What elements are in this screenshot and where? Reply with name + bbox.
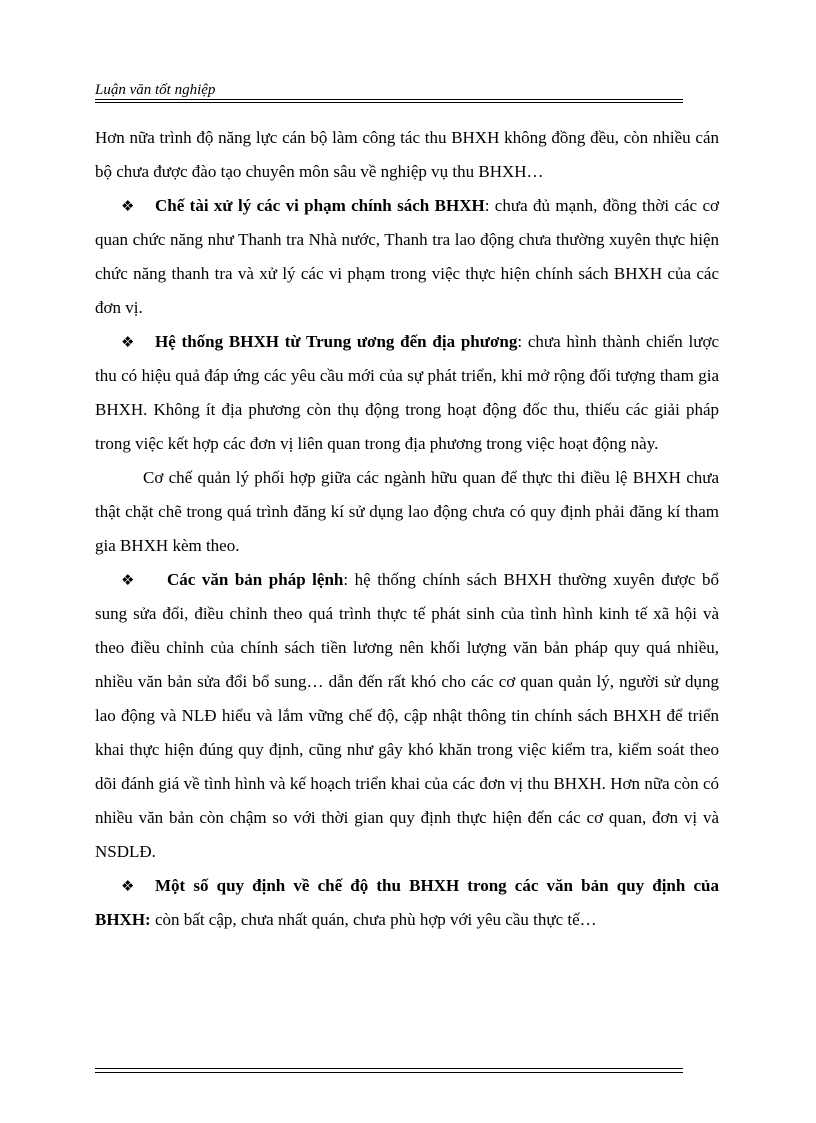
- page-footer: [95, 1068, 683, 1076]
- header-rule-top: [95, 99, 683, 100]
- paragraph-6-text: còn bất cập, chưa nhất quán, chưa phù hợp với yêu cầu thực tế…: [150, 910, 597, 929]
- document-body: [95, 121, 719, 937]
- paragraph-4-text: Cơ chế quản lý phối hợp giữa các ngành hữu quan để thực thi điều lệ BHXH chưa thật chặt chẽ trong quá trình đăng kí sử dụng lao động chưa có quy định phải đăng kí tham gia BHXH kèm theo.: [95, 468, 719, 555]
- paragraph-3: [95, 325, 719, 461]
- page-header: [95, 80, 683, 102]
- header-rule-bottom: [95, 102, 683, 103]
- paragraph-5-heading: Các văn bản pháp lệnh: [167, 570, 344, 589]
- paragraph-2-heading: Chế tài xử lý các vi phạm chính sách BHXH: [155, 196, 485, 215]
- paragraph-6-heading: Một số quy định về chế độ thu BHXH trong các văn bản quy định của BHXH:: [95, 876, 719, 929]
- paragraph-1-text: Hơn nữa trình độ năng lực cán bộ làm công tác thu BHXH không đồng đều, còn nhiều cán bộ chưa được đào tạo chuyên môn sâu về nghiệp vụ thu BHXH…: [95, 128, 719, 181]
- paragraph-2-text: : chưa đủ mạnh, đồng thời các cơ quan chức năng như Thanh tra Nhà nước, Thanh tra lao động chưa thường xuyên thực hiện chức năng thanh tra và xử lý các vi phạm trong việc thực hiện chính sách BHXH của các đơn vị.: [95, 196, 720, 317]
- diamond-bullet-icon: ❖: [121, 571, 135, 589]
- paragraph-3-text: : chưa hình thành chiến lược thu có hiệu quả đáp ứng các yêu cầu mới của sự phát triển, khi mở rộng đối tượng tham gia BHXH. Không ít địa phương còn thụ động trong hoạt động đốc thu, thiếu các giải pháp trong việc kết hợp các đơn vị liên quan trong địa phương trong việc hoạt động này.: [95, 332, 720, 453]
- paragraph-4: [95, 461, 719, 563]
- paragraph-5-text: : hệ thống chính sách BHXH thường xuyên được bổ sung sửa đổi, điều chỉnh theo quá trình thực tế phát sinh của tình hình kinh tế xã hội và theo điều chỉnh của chính sách tiền lương nên khối lượng văn bản pháp quy quá nhiều, nhiều văn bản sửa đổi bổ sung… dẫn đến rất khó cho các cơ quan quản lý, người sử dụng lao động và NLĐ hiểu và lắm vững chế độ, cập nhật thông tin chính sách BHXH để triển khai thực hiện đúng quy định, cũng như gây khó khăn trong việc kiểm tra, kiểm soát theo dõi đánh giá về tình hình và kế hoạch triển khai của các đơn vị thu BHXH. Hơn nữa còn có nhiều văn bản còn chậm so với thời gian quy định thực hiện đến các cơ quan, đơn vị và NSDLĐ.: [95, 570, 719, 861]
- paragraph-1: [95, 121, 719, 189]
- paragraph-3-heading: Hệ thống BHXH từ Trung ương đến địa phương: [155, 332, 518, 351]
- diamond-bullet-icon: ❖: [121, 877, 135, 895]
- paragraph-5: [95, 563, 719, 869]
- diamond-bullet-icon: ❖: [121, 333, 135, 351]
- footer-rule-bottom: [95, 1072, 683, 1073]
- paragraph-2: [95, 189, 719, 325]
- diamond-bullet-icon: ❖: [121, 197, 135, 215]
- footer-rule-top: [95, 1068, 683, 1069]
- header-title: Luận văn tốt nghiệp: [95, 82, 216, 98]
- paragraph-6: [95, 869, 719, 937]
